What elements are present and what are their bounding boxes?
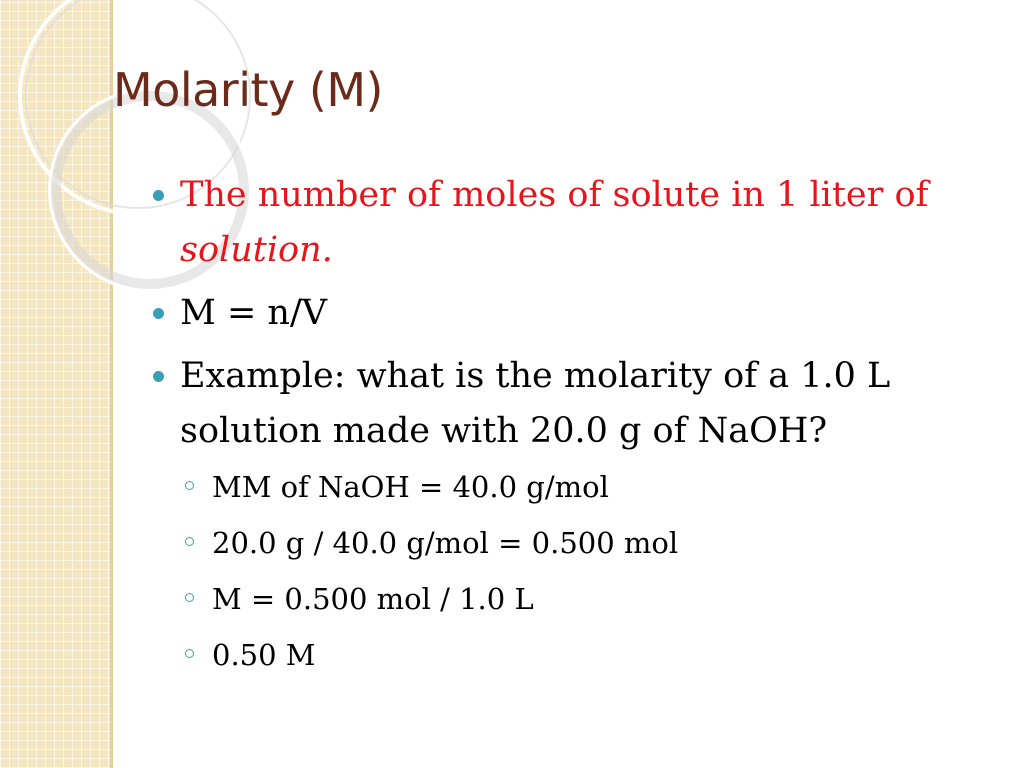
slide-title: Molarity (M) [113,63,383,117]
sub-bullet-list [150,467,970,675]
hollow-circle-bullet-icon [185,481,194,490]
sub-bullet-item [150,579,970,619]
filled-circle-bullet-icon [153,371,164,382]
sub-bullet-item [150,635,970,675]
filled-circle-bullet-icon [153,190,164,201]
bullet-text: M = n/V [180,293,328,333]
sub-bullet-item [150,523,970,563]
slide-content [150,168,970,691]
sub-bullet-text: M = 0.500 mol / 1.0 L [212,582,534,616]
bullet-formula [150,286,970,341]
sub-bullet-text: 20.0 g / 40.0 g/mol = 0.500 mol [212,526,679,560]
sub-bullet-text: MM of NaOH = 40.0 g/mol [212,470,609,504]
bullet-example [150,349,970,459]
bullet-text: The number of moles of solute in 1 liter of [180,175,929,215]
hollow-circle-bullet-icon [185,593,194,602]
sub-bullet-text: 0.50 M [212,638,316,672]
bullet-definition [150,168,970,278]
sub-bullet-item [150,467,970,507]
bullet-emphasis: solution. [180,230,333,270]
decorative-sidebar [0,0,112,768]
filled-circle-bullet-icon [153,308,164,319]
bullet-text: Example: what is the molarity of a 1.0 L solution made with 20.0 g of NaOH? [180,356,891,451]
hollow-circle-bullet-icon [185,649,194,658]
hollow-circle-bullet-icon [185,537,194,546]
